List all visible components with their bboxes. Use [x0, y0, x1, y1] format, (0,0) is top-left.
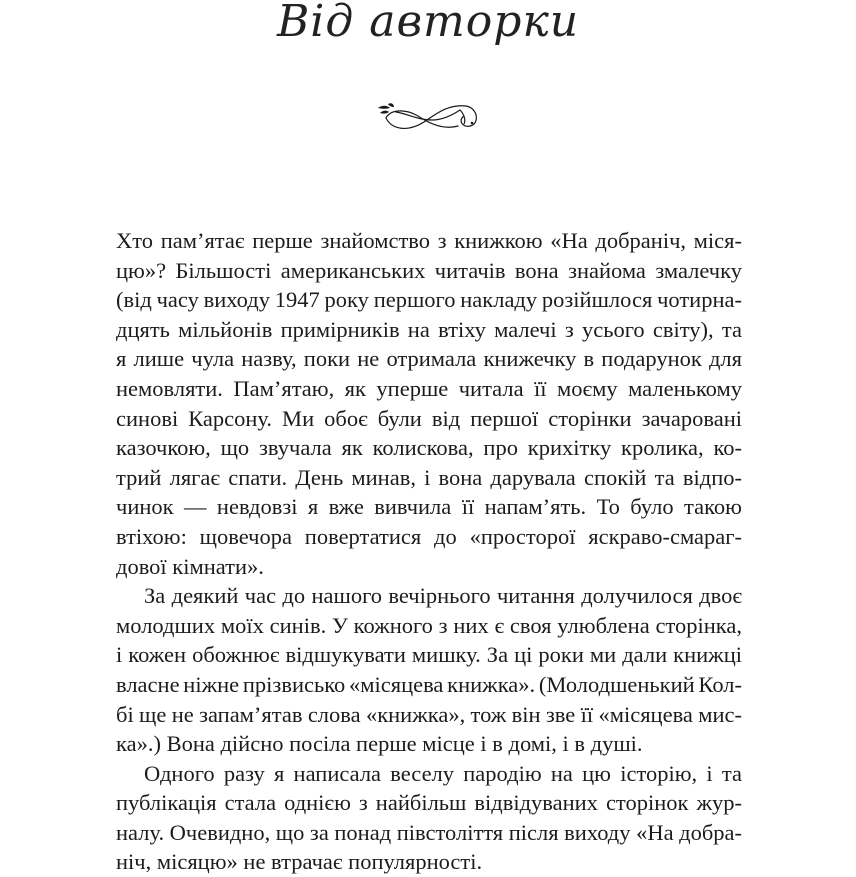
text-line: За деякий час до нашого вечірнього читання долучилося двоє [144, 583, 742, 609]
text-line: власне ніжне прізвисько «місяцева книжка». (Молодшенький Кол- [116, 671, 742, 697]
text-line: дцять мільйонів примірників на втіху малечі з усього світу), та [116, 316, 742, 342]
text-line: (від часу виходу 1947 року першого накладу розійшлося чотирна- [116, 287, 742, 313]
paragraph-1 [116, 226, 742, 581]
text-line: казочкою, що звучала як колискова, про крихітку кролика, ко- [116, 435, 742, 461]
text-line: бі ще не запам’ятав слова «книжка», тож він зве її «місяцева мис- [116, 701, 742, 727]
flourish-ornament-icon [374, 96, 484, 136]
text-line: молодших моїх синів. У кожного з них є своя улюблена сторінка, [116, 612, 742, 638]
text-line: чинок — невдовзі я вже вивчила її напам’ять. То було такою [116, 494, 742, 520]
author-foreword-text [116, 226, 742, 877]
text-line: ка».) Вона дійсно посіла перше місце і в домі, і в душі. [116, 731, 643, 757]
text-line: синові Карсону. Ми обоє були від першої сторінки зачаровані [116, 405, 742, 431]
text-line: трий лягає спати. День минав, і вона дарувала спокій та відпо- [116, 464, 742, 490]
text-line: Одного разу я написала веселу пародію на цю історію, і та [144, 760, 742, 786]
paragraph-2 [116, 581, 742, 759]
text-line: немовляти. Пам’ятаю, як уперше читала її моєму маленькому [116, 375, 742, 401]
paragraph-3 [116, 759, 742, 877]
text-line: дової кімнати». [116, 553, 264, 579]
page-title: Від авторки [276, 0, 580, 47]
text-line: Хто пам’ятає перше знайомство з книжкою «На добраніч, міся- [116, 228, 742, 253]
text-line: налу. Очевидно, що за понад півстоліття після виходу «На добра- [116, 819, 742, 845]
text-line: публікація стала однією з найбільш відвідуваних сторінок жур- [116, 790, 742, 816]
text-line: цю»? Більшості американських читачів вона знайома змалечку [116, 257, 742, 283]
text-line: ніч, місяцю» не втрачає популярності. [116, 849, 483, 875]
text-line: я лише чула назву, поки не отримала книжечку в подарунок для [116, 346, 742, 372]
text-line: втіхою: щовечора повертатися до «просторої яскраво-смараг- [116, 523, 742, 549]
text-line: і кожен обожнює відшукувати мишку. За ці роки ми дали книжці [116, 642, 742, 668]
